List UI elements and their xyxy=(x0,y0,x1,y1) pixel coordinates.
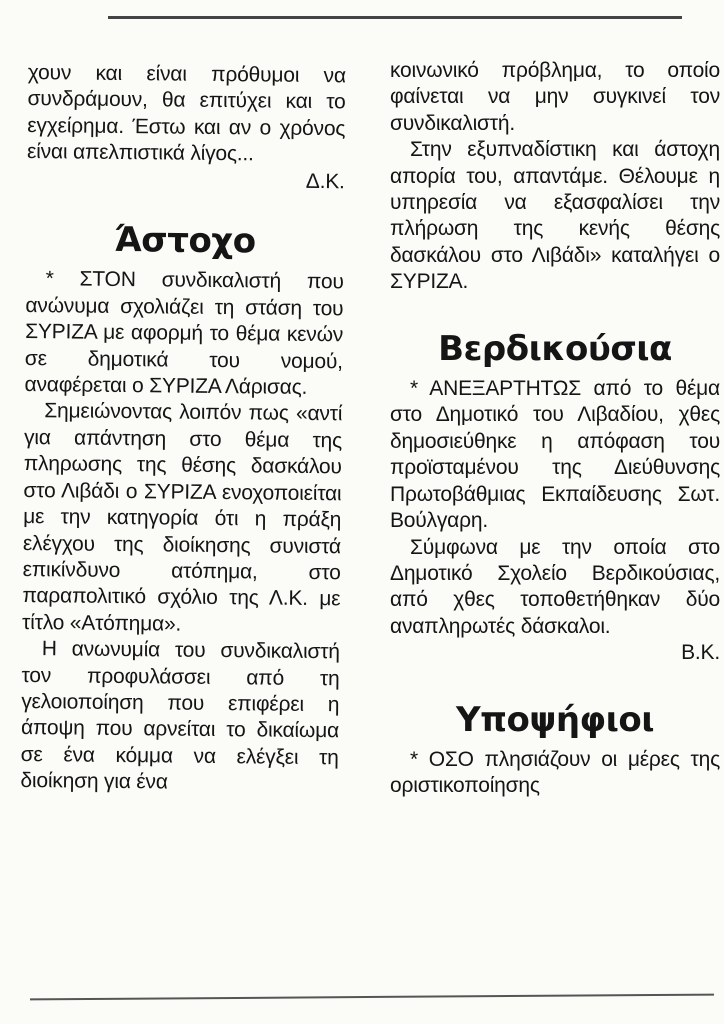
right-paragraph-1: κοινωνικό πρόβλημα, το οποίο φαίνεται να μην συγκινεί τον συνδικαλιστή. xyxy=(390,59,720,135)
heading-ypopsifioi: Υποψήφιοι xyxy=(455,699,655,740)
left-paragraph-2: * ΣΤΟΝ συνδικαλιστή που ανώνυμα σχολιάζει τη στάση του ΣΥΡΙΖΑ με αφορμή το θέμα κενών σε δημοτικά του νομού, αναφέρεται ο ΣΥΡΙΖΑ Λάρισας. xyxy=(24,267,344,400)
top-rule xyxy=(108,16,682,19)
right-paragraph-3: * ΑΝΕΞΑΡΤΗΤΩΣ από το θέμα στο Δημοτικό του Λιβαδίου, χθες δημοσιεύθηκε η απόφαση του προϊσταμένου της Διεύθυνσης Πρωτοβάθμιας Εκπαίδευσης Σωτ. Βούλγαρη. xyxy=(390,377,720,533)
right-paragraph-5: * ΟΣΟ πλησιάζουν οι μέρες της οριστικοποίησης xyxy=(390,747,720,798)
signature-bk: Β.Κ. xyxy=(681,641,720,665)
right-column xyxy=(390,58,720,800)
heading-verdikousia: Βερδικούσια xyxy=(438,328,672,369)
heading-astoxo: Άστοχο xyxy=(114,219,256,262)
right-paragraph-2: Στην εξυπναδίστικη και άστοχη απορία του, απαντάμε. Θέλουμε η υπηρεσία να εξασφαλίσει την πλήρωση της κενής θέσης δασκάλου στο Λιβάδι» καταλήγει ο ΣΥΡΙΖΑ. xyxy=(390,138,720,294)
left-paragraph-4: Η ανωνυμία του συνδικαλιστή τον προφυλάσσει από τη γελοιοποίηση που επιφέρει η άποψη που αρνείται το δικαίωμα σε ένα κόμμα να ελέγξει τη διοίκηση για ένα xyxy=(20,637,340,794)
right-paragraph-4: Σύμφωνα με την οποία στο Δημοτικό Σχολείο Βερδικούσιας, από χθες τοποθετήθηκαν δύο αναπληρωτές δάσκαλοι. xyxy=(390,535,720,638)
left-paragraph-3: Σημειώνοντας λοιπόν πως «αντί για απάντηση στο θέμα της πληρωσης της θέσης δασκάλου στο Λιβάδι ο ΣΥΡΙΖΑ ενοχοποιείται με την κατηγορία ότι η πράξη ελέγχου της διοίκησης συνιστά επικίνδυνο ατόπημα, στο παραπολιτικό σχόλιο της Λ.Κ. με τίτλο «Ατόπημα». xyxy=(21,399,343,636)
left-paragraph-1: χουν και είναι πρόθυμοι να συνδράμουν, θα επιτύχει και το εγχείρημα. Έστω και αν ο χρόνος είναι απελπιστικά λίγος... xyxy=(26,60,346,166)
signature-dk: Δ.Κ. xyxy=(305,169,345,193)
left-column xyxy=(20,60,346,798)
bottom-rule xyxy=(30,994,714,1001)
